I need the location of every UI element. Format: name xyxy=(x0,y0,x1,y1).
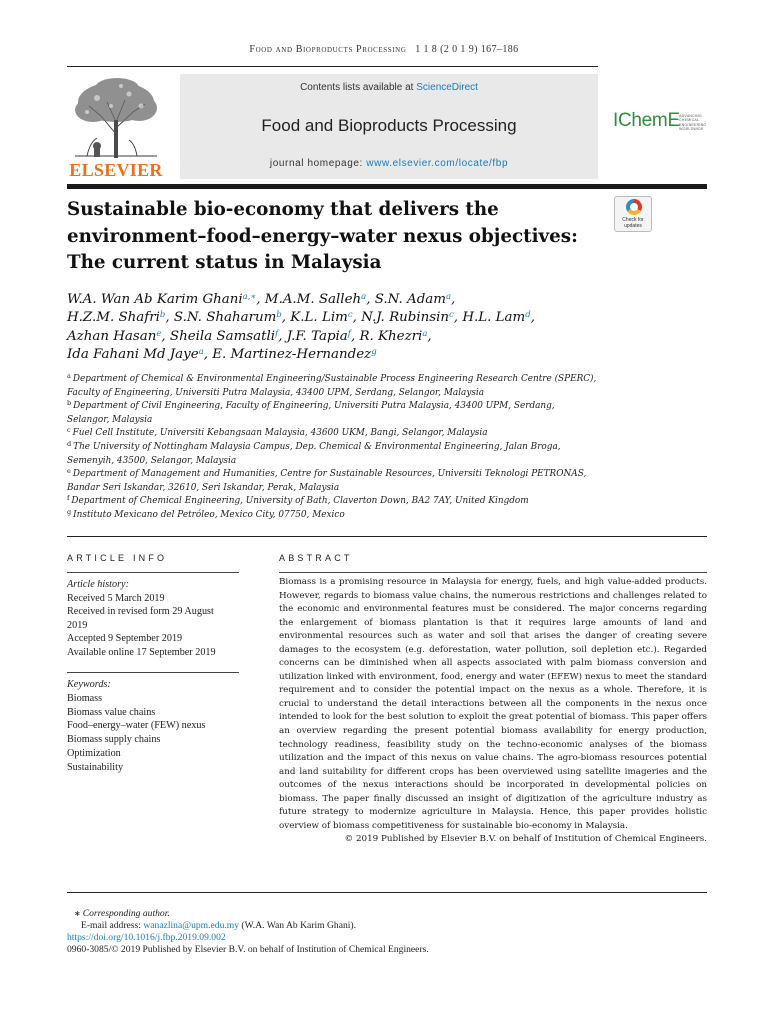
author-affiliation-marker[interactable]: c xyxy=(347,310,353,321)
homepage-line xyxy=(180,158,598,169)
affiliation-g xyxy=(67,509,627,523)
check-updates-icon xyxy=(626,199,642,215)
author-line xyxy=(67,328,607,346)
issn-line: 0960-3085/© 2019 Published by Elsevier B.V. on behalf of Institution of Chemical Engineers. xyxy=(67,944,429,955)
keyword-item[interactable]: Food–energy–water (FEW) nexus xyxy=(67,720,206,732)
keyword-item[interactable]: Optimization xyxy=(67,747,121,759)
homepage-url-link[interactable]: www.elsevier.com/locate/fbp xyxy=(366,158,509,169)
title-line: The current status in Malaysia xyxy=(67,252,382,273)
affiliation-text: Fuel Cell Institute, Universiti Kebangsaan Malaysia, 43600 UKM, Bangi, Selangor, Malaysia xyxy=(72,428,488,439)
author-separator: , xyxy=(256,292,265,307)
doi-link[interactable]: https://doi.org/10.1016/j.fbp.2019.09.002 xyxy=(67,932,226,943)
affiliation-key: f xyxy=(67,494,70,503)
affiliation-e xyxy=(67,468,627,495)
author-name[interactable]: H.L. Lam xyxy=(462,310,526,326)
keywords-rule xyxy=(67,672,239,673)
history-item: Received in revised form 29 August xyxy=(67,606,214,618)
author-separator: , xyxy=(453,310,463,326)
affiliation-key: b xyxy=(67,399,72,408)
footnote-divider xyxy=(67,892,707,893)
affiliation-b xyxy=(67,400,627,427)
contents-prefix: Contents lists available at xyxy=(300,82,417,93)
author-name[interactable]: J.F. Tapia xyxy=(286,328,348,344)
affiliation-c xyxy=(67,427,627,441)
author-name[interactable]: Ida Fahani Md Jaye xyxy=(67,346,199,362)
keyword-item[interactable]: Sustainability xyxy=(67,761,124,773)
author-name[interactable]: W.A. Wan Ab Karim Ghani xyxy=(67,292,243,307)
author-name[interactable]: M.A.M. Salleh xyxy=(264,292,362,307)
email-note xyxy=(67,920,687,932)
abstract xyxy=(279,576,707,847)
running-head xyxy=(0,44,768,55)
affiliation-f xyxy=(67,495,627,509)
footnote-star: ∗ xyxy=(74,909,81,918)
author-affiliation-marker[interactable]: a xyxy=(361,292,367,302)
affiliation-text: Department of Civil Engineering, Faculty of Engineering, Universiti Putra Malaysia, 43400 UPM, Serdang, xyxy=(73,401,555,412)
corresponding-label: Corresponding author. xyxy=(82,908,170,919)
author-separator: , xyxy=(281,310,291,326)
author-line xyxy=(67,309,607,327)
keywords-label: Keywords: xyxy=(67,679,111,690)
article-info-heading: ARTICLE INFO xyxy=(67,553,168,563)
keywords xyxy=(67,678,239,775)
affiliation-text: Department of Chemical Engineering, University of Bath, Claverton Down, BA2 7AY, United Kingdom xyxy=(71,496,529,507)
author-name[interactable]: H.Z.M. Shafri xyxy=(67,310,160,326)
author-affiliation-marker[interactable]: d xyxy=(525,310,531,321)
affiliation-a xyxy=(67,373,627,400)
author-separator: , xyxy=(165,310,174,326)
corresponding-author-note xyxy=(67,908,687,920)
author-affiliation-marker[interactable]: e xyxy=(156,328,162,339)
history-item: Received 5 March 2019 xyxy=(67,592,165,604)
author-affiliation-marker[interactable]: a xyxy=(422,328,428,339)
affiliation-text: Bandar Seri Iskandar, 32610, Seri Iskandar, Perak, Malaysia xyxy=(67,482,340,493)
abstract-copyright: © 2019 Published by Elsevier B.V. on behalf of Institution of Chemical Engineers. xyxy=(344,834,707,845)
author-separator: , xyxy=(451,292,456,307)
check-for-updates-button[interactable] xyxy=(614,196,652,232)
author-separator: , xyxy=(161,328,170,344)
affiliation-key: e xyxy=(67,467,71,476)
history-item: 2019 xyxy=(67,619,88,631)
running-head-journal: Food and Bioproducts Processing xyxy=(249,44,407,55)
affiliation-text: Department of Management and Humanities, Centre for Sustainable Resources, Universiti Teknologi PETRONAS, xyxy=(72,469,587,480)
history-item: Accepted 9 September 2019 xyxy=(67,633,183,645)
top-rule xyxy=(67,66,598,67)
author-separator: , xyxy=(530,310,535,326)
author-list xyxy=(67,291,607,364)
author-separator: , xyxy=(278,328,287,344)
author-separator: , xyxy=(366,292,375,307)
affiliation-key: d xyxy=(67,439,72,448)
author-separator: , xyxy=(350,328,360,344)
affiliation-text: Department of Chemical & Environmental Engineering/Sustainable Process Engineering Research Centre (SPERC), xyxy=(72,374,597,384)
email-suffix: (W.A. Wan Ab Karim Ghani). xyxy=(239,920,357,931)
contents-line xyxy=(180,82,598,93)
icheme-logo[interactable] xyxy=(613,110,709,136)
author-affiliation-marker[interactable]: a xyxy=(198,346,204,357)
keyword-item[interactable]: Biomass value chains xyxy=(67,706,156,718)
article-history xyxy=(67,578,239,660)
history-item: Available online 17 September 2019 xyxy=(67,646,216,658)
affiliation-key: g xyxy=(67,507,72,516)
affiliation-text: The University of Nottingham Malaysia Campus, Dep. Chemical & Environmental Engineering, Jalan Broga, xyxy=(73,441,561,452)
check-updates-label: Check for updates xyxy=(622,217,644,229)
affiliation-key: c xyxy=(67,426,71,435)
affiliation-list xyxy=(67,373,627,523)
author-name[interactable]: S.N. Adam xyxy=(374,292,446,307)
author-affiliation-marker[interactable]: a xyxy=(445,292,452,302)
keyword-item[interactable]: Biomass xyxy=(67,692,103,704)
email-link[interactable]: wanazlina@upm.edu.my xyxy=(143,920,240,931)
sciencedirect-link[interactable]: ScienceDirect xyxy=(416,82,478,93)
homepage-prefix: journal homepage: xyxy=(269,158,367,169)
author-name[interactable]: R. Khezri xyxy=(359,328,423,344)
author-line xyxy=(67,291,607,309)
affiliation-d xyxy=(67,441,627,468)
journal-title: Food and Bioproducts Processing xyxy=(261,116,517,135)
affiliation-text: Instituto Mexicano del Petróleo, Mexico City, 07750, Mexico xyxy=(73,509,345,520)
author-affiliation-marker[interactable]: a,∗ xyxy=(242,292,257,302)
author-name[interactable]: Sheila Samsatli xyxy=(169,328,276,344)
author-name[interactable]: K.L. Lim xyxy=(290,310,348,326)
title-line: environment–food–energy–water nexus objectives: xyxy=(67,225,578,247)
abstract-rule xyxy=(279,572,707,573)
affiliation-text: Faculty of Engineering, Universiti Putra Malaysia, 43400 UPM, Serdang, Selangor, Malaysia xyxy=(67,387,485,398)
icheme-wordmark: IChemE xyxy=(613,110,680,131)
footnotes xyxy=(67,908,687,956)
author-name[interactable]: N.J. Rubinsin xyxy=(361,310,450,326)
elsevier-wordmark[interactable]: ELSEVIER xyxy=(69,160,163,180)
author-name[interactable]: S.N. Shaharum xyxy=(173,310,277,326)
author-affiliation-marker[interactable]: g xyxy=(371,346,377,357)
author-affiliation-marker[interactable]: f xyxy=(347,328,351,339)
abstract-heading: ABSTRACT xyxy=(279,553,353,563)
history-label: Article history: xyxy=(67,579,129,590)
author-separator: , xyxy=(427,328,432,344)
abstract-text: Biomass is a promising resource in Malaysia for energy, fuels, and high value-added products. However, regards to biomass value chains, the numerous restrictions and challenges related to the economic and environmental features must be considered. The major concerns regarding the enlargement of biomass plantation is that it requires large amounts of land and environmental resources such as water and soil that arises the danger of creating severe damages to the ecosystem (e.g. deforestation, water pollution, soil depletion etc.). Regarded concerns can be diminished when all aspects associated with palm biomass conversion and utilization linked with environment, food, energy and water (EFEW) nexus to meet the standard requirement and to consider the potential impact on the nexus as a whole. Therefore, it is crucial to understand the detail interactions between all the components in the nexus once intended to look for the best solution to exploit the great potential of biomass. This paper offers an overview regarding the present potential biomass availability for energy production, technology readiness, feasibility study on the techno-economic analyses of the biomass utilization and the impact of this nexus on value chains. The agro-biomass resources potential and land suitability for different crops has been overviewed using satellite imageries and the outcomes of the nexus interactions should be incorporated in developmental policies on biomass. The paper finally discussed an insight of digitization of the agriculture industry as future strategy to modernize agriculture in Malaysia. Hence, this paper provides holistic overview of biomass competitiveness for sustainable bio-economy in Malaysia. xyxy=(279,577,707,831)
author-name[interactable]: E. Martinez-Hernandez xyxy=(212,346,372,362)
title-line: Sustainable bio-economy that delivers the xyxy=(67,199,499,220)
affiliation-text: Semenyih, 43500, Selangor, Malaysia xyxy=(67,455,237,466)
article-info-rule xyxy=(67,572,239,573)
author-name[interactable]: Azhan Hasan xyxy=(67,328,157,344)
email-prefix: E-mail address: xyxy=(81,920,144,931)
author-affiliation-marker[interactable]: f xyxy=(275,328,279,339)
affiliation-text: Selangor, Malaysia xyxy=(67,414,153,425)
icheme-tagline: ADVANCING CHEMICAL ENGINEERING WORLDWIDE xyxy=(679,114,707,132)
masthead-banner xyxy=(180,74,598,179)
article-title xyxy=(67,197,607,277)
author-affiliation-marker[interactable]: b xyxy=(276,310,282,321)
author-affiliation-marker[interactable]: b xyxy=(159,310,166,321)
author-separator: , xyxy=(352,310,362,326)
author-separator: , xyxy=(203,346,213,362)
running-head-citation: 1 1 8 (2 0 1 9) 167–186 xyxy=(415,44,519,55)
author-affiliation-marker[interactable]: c xyxy=(449,310,454,321)
header-thick-rule xyxy=(67,184,707,189)
affiliation-key: a xyxy=(67,372,71,380)
author-line xyxy=(67,346,607,364)
keyword-item[interactable]: Biomass supply chains xyxy=(67,734,161,746)
masthead xyxy=(67,74,707,179)
section-divider xyxy=(67,536,707,537)
